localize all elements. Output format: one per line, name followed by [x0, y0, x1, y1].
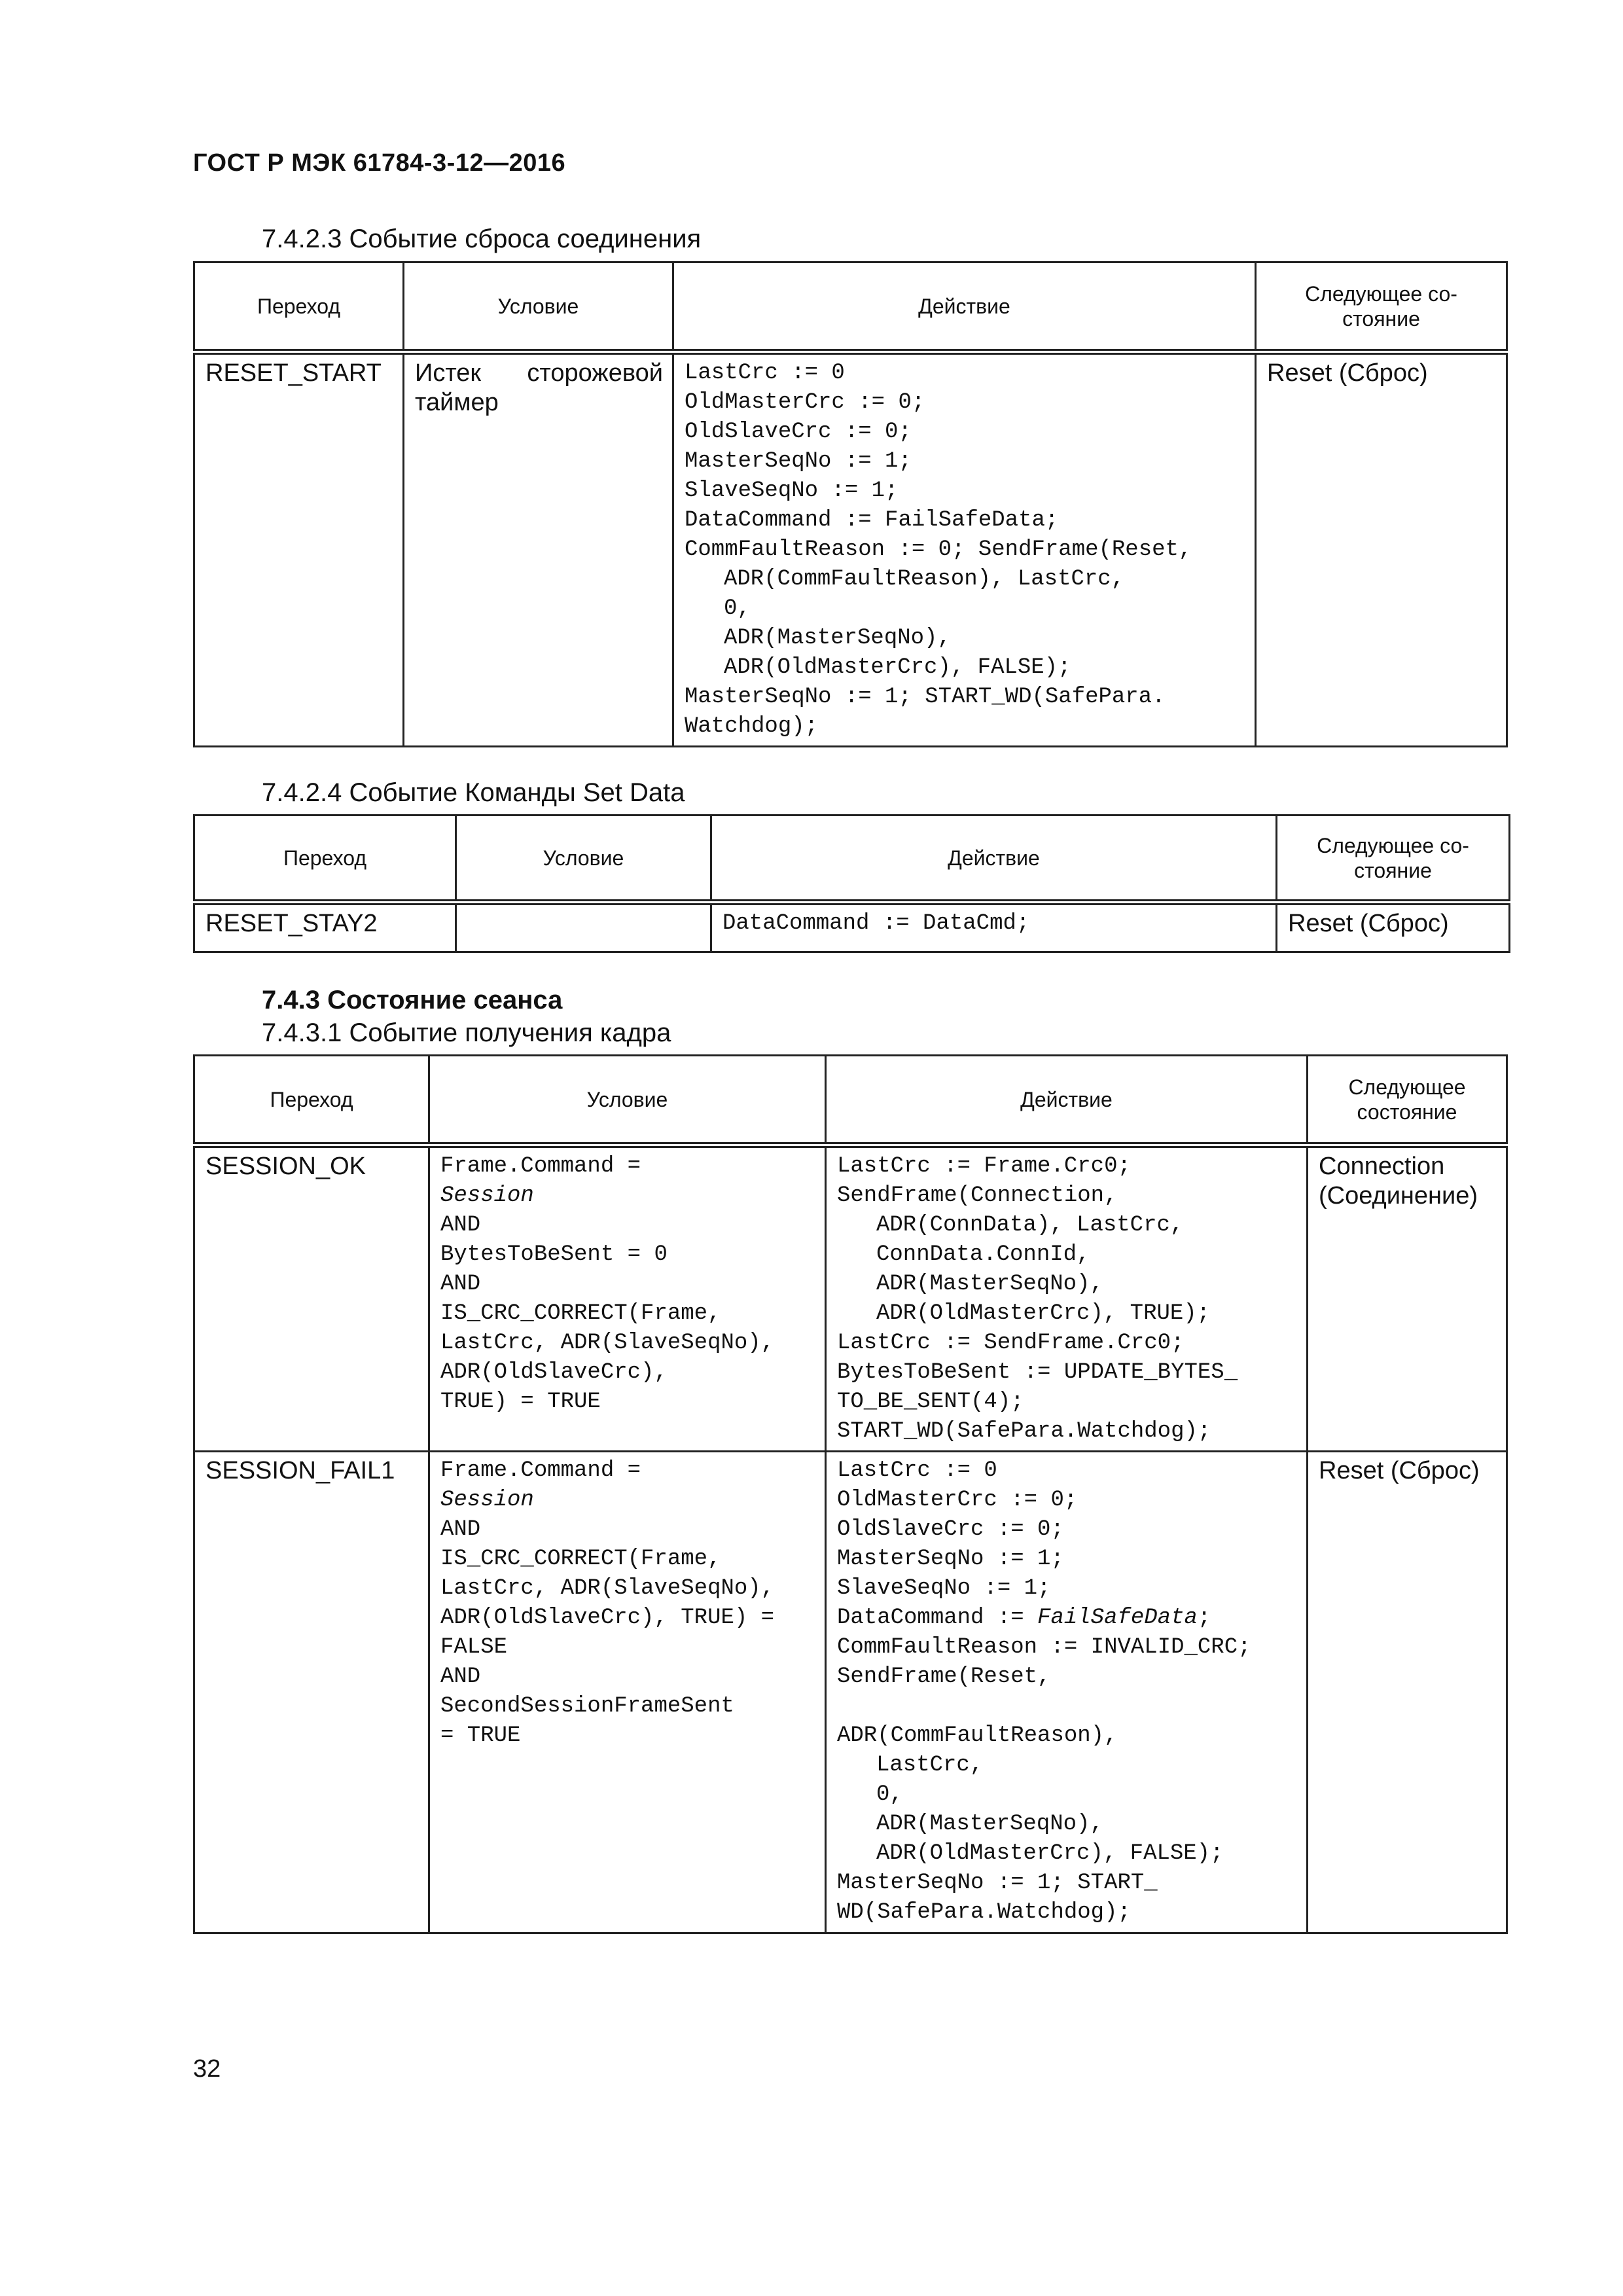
code-line: SecondSessionFrameSent [440, 1694, 734, 1719]
section-heading-7-4-3: 7.4.3 Состояние сеанса [262, 986, 563, 1014]
code-line: OldSlaveCrc := 0; [837, 1517, 1064, 1542]
section-heading-7-4-2-3: 7.4.2.3 Событие сброса соединения [262, 224, 702, 253]
code-line: ADR(ConnData), LastCrc, [876, 1213, 1184, 1238]
transition-cell: RESET_START [194, 352, 404, 747]
header-line: стояние [1342, 306, 1420, 331]
condition-cell [404, 352, 673, 747]
code-line: LastCrc, [876, 1753, 984, 1778]
code-line: Session [440, 1183, 534, 1208]
code-line: SendFrame(Connection, [837, 1183, 1118, 1208]
next-state-cell: Reset (Сброс) [1308, 1452, 1507, 1933]
document-header: ГОСТ Р МЭК 61784-3-12—2016 [193, 149, 566, 177]
table-row [194, 1452, 1507, 1933]
action-cell [673, 352, 1256, 747]
code-line: LastCrc, ADR(SlaveSeqNo), [440, 1331, 775, 1355]
column-header-condition: Условие [456, 816, 711, 903]
condition-cell [429, 1452, 826, 1933]
code-line: DataCommand := FailSafeData; [685, 508, 1059, 533]
column-header-next-state [1256, 262, 1507, 352]
code-line: SlaveSeqNo := 1; [837, 1576, 1051, 1601]
column-header-action: Действие [673, 262, 1256, 352]
column-header-next-state [1277, 816, 1510, 903]
code-line: MasterSeqNo := 1; START_WD(SafePara. [685, 685, 1166, 709]
next-state-cell [1308, 1145, 1507, 1452]
code-line: TO_BE_SENT(4); [837, 1390, 1024, 1414]
code-line: LastCrc := 0 [685, 361, 845, 386]
frame-event-table [193, 1054, 1508, 1934]
code-line: 0, [876, 1782, 903, 1807]
section-heading-7-4-3-1: 7.4.3.1 Событие получения кадра [262, 1018, 671, 1047]
code-line: MasterSeqNo := 1; [837, 1547, 1064, 1571]
code-line: ADR(MasterSeqNo), [724, 626, 951, 651]
code-line: AND [440, 1272, 481, 1297]
condition-cell [429, 1145, 826, 1452]
page-number: 32 [193, 2055, 221, 2083]
code-line: ADR(OldSlaveCrc), [440, 1360, 668, 1385]
code-line: DataCommand := DataCmd; [722, 911, 1030, 936]
code-line: ConnData.ConnId, [876, 1242, 1090, 1267]
column-header-transition: Переход [194, 816, 456, 903]
column-header-transition: Переход [194, 1056, 429, 1145]
column-header-action: Действие [711, 816, 1277, 903]
reset-event-table [193, 261, 1508, 747]
code-line: OldMasterCrc := 0; [685, 390, 925, 415]
code-line: ADR(OldMasterCrc), TRUE); [876, 1301, 1211, 1326]
condition-word: Истек [415, 359, 482, 387]
section-heading-7-4-2-4: 7.4.2.4 Событие Команды Set Data [262, 778, 685, 807]
code-line: OldSlaveCrc := 0; [685, 420, 912, 444]
transition-cell: SESSION_OK [194, 1145, 429, 1452]
code-line: SlaveSeqNo := 1; [685, 478, 899, 503]
header-line: стояние [1354, 858, 1432, 882]
code-line: BytesToBeSent := UPDATE_BYTES_ [837, 1360, 1238, 1385]
code-line: BytesToBeSent = 0 [440, 1242, 668, 1267]
code-line: OldMasterCrc := 0; [837, 1488, 1078, 1513]
next-state-line: (Соединение) [1319, 1182, 1478, 1210]
table-row [194, 903, 1510, 952]
set-data-event-table [193, 814, 1510, 953]
code-line: Frame.Command = [440, 1154, 641, 1179]
code-line: LastCrc, ADR(SlaveSeqNo), [440, 1576, 775, 1601]
code-line: AND [440, 1517, 481, 1542]
code-line: MasterSeqNo := 1; [685, 449, 912, 474]
code-line: ADR(OldSlaveCrc), TRUE) = [440, 1605, 775, 1630]
code-fragment: DataCommand := [837, 1605, 1038, 1630]
action-cell [826, 1452, 1308, 1933]
code-line: ADR(CommFaultReason), [837, 1723, 1118, 1748]
code-line: IS_CRC_CORRECT(Frame, [440, 1547, 721, 1571]
code-line: CommFaultReason := 0; SendFrame(Reset, [685, 537, 1192, 562]
code-fragment-italic: FailSafeData [1037, 1605, 1198, 1630]
code-line: Watchdog); [685, 714, 819, 739]
code-line: Session [440, 1488, 534, 1513]
column-header-transition: Переход [194, 262, 404, 352]
transition-cell: RESET_STAY2 [194, 903, 456, 952]
header-line: Следующее со- [1317, 833, 1469, 857]
code-line: Frame.Command = [440, 1458, 641, 1483]
code-line: SendFrame(Reset, [837, 1664, 1051, 1689]
column-header-condition: Условие [429, 1056, 826, 1145]
code-line: CommFaultReason := INVALID_CRC; [837, 1635, 1251, 1660]
code-line: WD(SafePara.Watchdog); [837, 1900, 1131, 1925]
condition-word: таймер [415, 389, 499, 416]
next-state-cell: Reset (Сброс) [1256, 352, 1507, 747]
code-line: ADR(MasterSeqNo), [876, 1272, 1103, 1297]
column-header-condition: Условие [404, 262, 673, 352]
code-line: LastCrc := SendFrame.Crc0; [837, 1331, 1185, 1355]
code-line: ADR(CommFaultReason), LastCrc, [724, 567, 1125, 592]
code-line: LastCrc := 0 [837, 1458, 997, 1483]
column-header-action: Действие [826, 1056, 1308, 1145]
code-line: = TRUE [440, 1723, 521, 1748]
transition-cell: SESSION_FAIL1 [194, 1452, 429, 1933]
condition-word: сторожевой [527, 359, 663, 387]
code-line [837, 1604, 1300, 1633]
code-line: 0, [724, 596, 751, 621]
code-line: ADR(MasterSeqNo), [876, 1812, 1103, 1837]
code-line: TRUE) = TRUE [440, 1390, 601, 1414]
code-line: AND [440, 1213, 481, 1238]
next-state-line: Connection [1319, 1153, 1445, 1180]
action-cell [826, 1145, 1308, 1452]
header-line: Следующее [1348, 1075, 1466, 1099]
next-state-cell: Reset (Сброс) [1277, 903, 1510, 952]
header-line: состояние [1357, 1100, 1457, 1124]
code-line: START_WD(SafePara.Watchdog); [837, 1419, 1211, 1444]
table-row [194, 352, 1507, 747]
header-line: Следующее со- [1305, 281, 1457, 306]
code-line: ADR(OldMasterCrc), FALSE); [724, 655, 1071, 680]
code-line: ADR(OldMasterCrc), FALSE); [876, 1841, 1224, 1866]
code-fragment: ; [1197, 1605, 1211, 1630]
code-line: LastCrc := Frame.Crc0; [837, 1154, 1131, 1179]
code-line: IS_CRC_CORRECT(Frame, [440, 1301, 721, 1326]
column-header-next-state [1308, 1056, 1507, 1145]
table-row [194, 1145, 1507, 1452]
condition-cell [456, 903, 711, 952]
code-line: FALSE [440, 1635, 508, 1660]
code-line: MasterSeqNo := 1; START_ [837, 1871, 1158, 1895]
code-line: AND [440, 1664, 481, 1689]
action-cell [711, 903, 1277, 952]
